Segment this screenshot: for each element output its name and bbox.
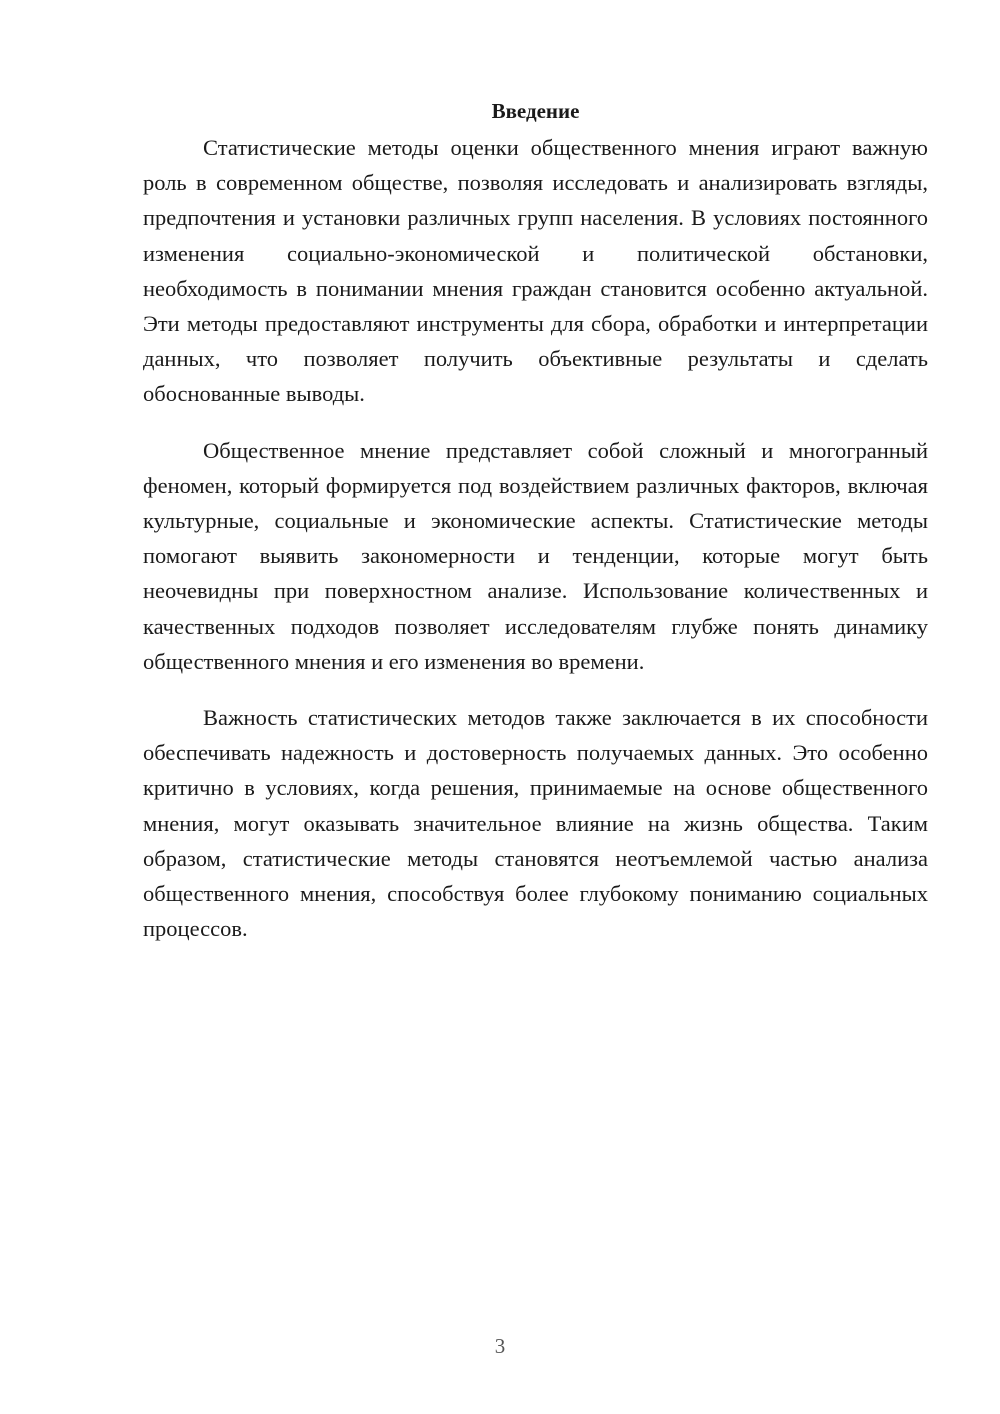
page-number: 3	[494, 1334, 506, 1358]
paragraph-3: Важность статистических методов также заключается в их способности обеспечивать надежность и достоверность получаемых данных. Это особенно критично в условиях, когда решения, принимаемые на основе общественного мнения, могут оказывать значительное влияние на жизнь общества. Таким образом, статистические методы становятся неотъемлемой частью анализа общественного мнения, способствуя более глубокому пониманию социальных процессов.	[143, 705, 928, 942]
paragraph-2: Общественное мнение представляет собой сложный и многогранный феномен, который формируется под воздействием различных факторов, включая культурные, социальные и экономические аспекты. Статистические методы помогают выявить закономерности и тенденции, которые могут быть неочевидны при поверхностном анализе. Использование количественных и качественных подходов позволяет исследователям глубже понять динамику общественного мнения и его изменения во времени.	[143, 437, 928, 674]
section-heading: Введение	[491, 99, 580, 123]
page-content	[143, 96, 928, 967]
paragraph-1: Статистические методы оценки общественного мнения играют важную роль в современном обществе, позволяя исследовать и анализировать взгляды, предпочтения и установки различных групп населения. В условиях постоянного изменения социально-экономической и политической обстановки, необходимость в понимании мнения граждан становится особенно актуальной. Эти методы предоставляют инструменты для сбора, обработки и интерпретации данных, что позволяет получить объективные результаты и сделать обоснованные выводы.	[143, 135, 928, 407]
